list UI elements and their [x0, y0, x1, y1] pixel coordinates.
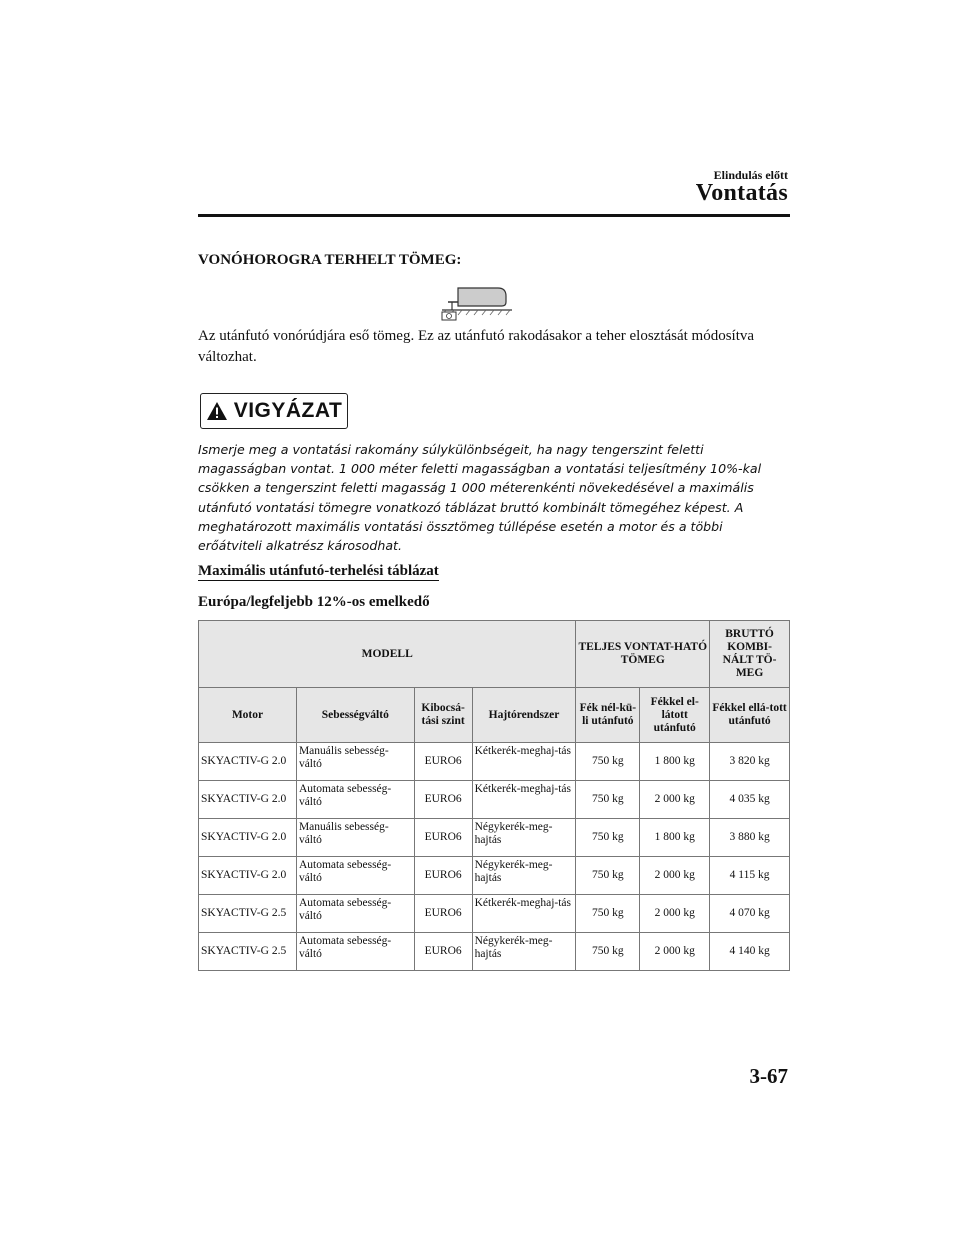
- cell-braked: 2 000 kg: [640, 933, 710, 971]
- cell-braked: 1 800 kg: [640, 819, 710, 857]
- table-subtitle: Európa/legfeljebb 12%-os emelkedő: [198, 594, 430, 610]
- col-unbraked: Fék nél-kü-li utánfutó: [576, 688, 640, 743]
- section-title: VONÓHOROGRA TERHELT TÖMEG:: [198, 252, 462, 268]
- cell-engine: SKYACTIV-G 2.0: [199, 819, 297, 857]
- table-row: [199, 743, 790, 781]
- section-paragraph: Az utánfutó vonórúdjára eső tömeg. Ez az utánfutó rakodásakor a teher elosztását módosítva változhat.: [198, 328, 755, 365]
- page-title: Vontatás: [695, 180, 788, 206]
- cell-emission: EURO6: [414, 743, 472, 781]
- cell-transmission: Automata sebesség-váltó: [296, 781, 414, 819]
- cell-gross: 4 140 kg: [710, 933, 790, 971]
- cell-transmission: Automata sebesség-váltó: [296, 895, 414, 933]
- towing-load-table: [198, 620, 790, 971]
- cell-drive: Négykerék-meg-hajtás: [472, 933, 576, 971]
- col-transmission: Sebességváltó: [296, 688, 414, 743]
- header-towable-mass: TELJES VONTAT-HATÓ TÖMEG: [576, 621, 710, 688]
- cell-unbraked: 750 kg: [576, 743, 640, 781]
- cell-drive: Kétkerék-meghaj-tás: [472, 895, 576, 933]
- cell-gross: 4 115 kg: [710, 857, 790, 895]
- table-title: Maximális utánfutó-terhelési táblázat: [198, 563, 439, 579]
- table-row: [199, 819, 790, 857]
- page-number: 3-67: [749, 1064, 788, 1088]
- table-row: [199, 933, 790, 971]
- col-drive: Hajtórendszer: [472, 688, 576, 743]
- cell-unbraked: 750 kg: [576, 933, 640, 971]
- cell-unbraked: 750 kg: [576, 857, 640, 895]
- cell-unbraked: 750 kg: [576, 895, 640, 933]
- header-gross-combined-mass: BRUTTÓ KOMBI-NÁLT TÖ-MEG: [710, 621, 790, 688]
- cell-braked: 2 000 kg: [640, 895, 710, 933]
- cell-drive: Kétkerék-meghaj-tás: [472, 743, 576, 781]
- header-divider: [198, 214, 790, 217]
- cell-braked: 2 000 kg: [640, 857, 710, 895]
- cell-drive: Kétkerék-meghaj-tás: [472, 781, 576, 819]
- col-engine: Motor: [199, 688, 297, 743]
- cell-unbraked: 750 kg: [576, 781, 640, 819]
- cell-transmission: Automata sebesség-váltó: [296, 933, 414, 971]
- cell-braked: 2 000 kg: [640, 781, 710, 819]
- chapter-label: Elindulás előtt: [713, 168, 788, 182]
- cell-engine: SKYACTIV-G 2.5: [199, 933, 297, 971]
- caution-text: Ismerje meg a vontatási rakomány súlykülönbségeit, ha nagy tengerszint feletti magasságban vontat. 1 000 méter feletti magasságban a vontatási teljesítmény 10%-kal csökken a tengerszint feletti magasság 1 000 méterenkénti növekedésével a maximális utánfutó vontatási tömegre vonatkozó táblázat bruttó kombinált tömegéhez képest. A meghatározott maximális vontatási össztömeg túllépése esetén a motor és a többi erőátviteli alkatrész károsodhat.: [198, 442, 762, 554]
- cell-drive: Négykerék-meg-hajtás: [472, 857, 576, 895]
- cell-gross: 3 820 kg: [710, 743, 790, 781]
- cell-engine: SKYACTIV-G 2.0: [199, 857, 297, 895]
- table-row: [199, 857, 790, 895]
- cell-gross: 3 880 kg: [710, 819, 790, 857]
- caution-banner: [200, 393, 348, 429]
- warning-triangle-icon: [206, 401, 228, 421]
- table-row: [199, 895, 790, 933]
- col-braked-total: Fékkel ellá-tott utánfutó: [710, 688, 790, 743]
- cell-emission: EURO6: [414, 857, 472, 895]
- header-model: MODELL: [199, 621, 576, 688]
- col-emission: Kibocsá-tási szint: [414, 688, 472, 743]
- cell-engine: SKYACTIV-G 2.5: [199, 895, 297, 933]
- col-braked: Fékkel el-látott utánfutó: [640, 688, 710, 743]
- cell-emission: EURO6: [414, 933, 472, 971]
- cell-gross: 4 035 kg: [710, 781, 790, 819]
- cell-emission: EURO6: [414, 819, 472, 857]
- cell-engine: SKYACTIV-G 2.0: [199, 781, 297, 819]
- table-row: [199, 781, 790, 819]
- cell-unbraked: 750 kg: [576, 819, 640, 857]
- cell-emission: EURO6: [414, 781, 472, 819]
- cell-engine: SKYACTIV-G 2.0: [199, 743, 297, 781]
- cell-transmission: Manuális sebesség-váltó: [296, 743, 414, 781]
- cell-drive: Négykerék-meg-hajtás: [472, 819, 576, 857]
- tongue-weight-diagram: [440, 282, 516, 327]
- cell-emission: EURO6: [414, 895, 472, 933]
- caution-label: VIGYÁZAT: [233, 399, 343, 422]
- cell-braked: 1 800 kg: [640, 743, 710, 781]
- cell-transmission: Automata sebesség-váltó: [296, 857, 414, 895]
- cell-transmission: Manuális sebesség-váltó: [296, 819, 414, 857]
- cell-gross: 4 070 kg: [710, 895, 790, 933]
